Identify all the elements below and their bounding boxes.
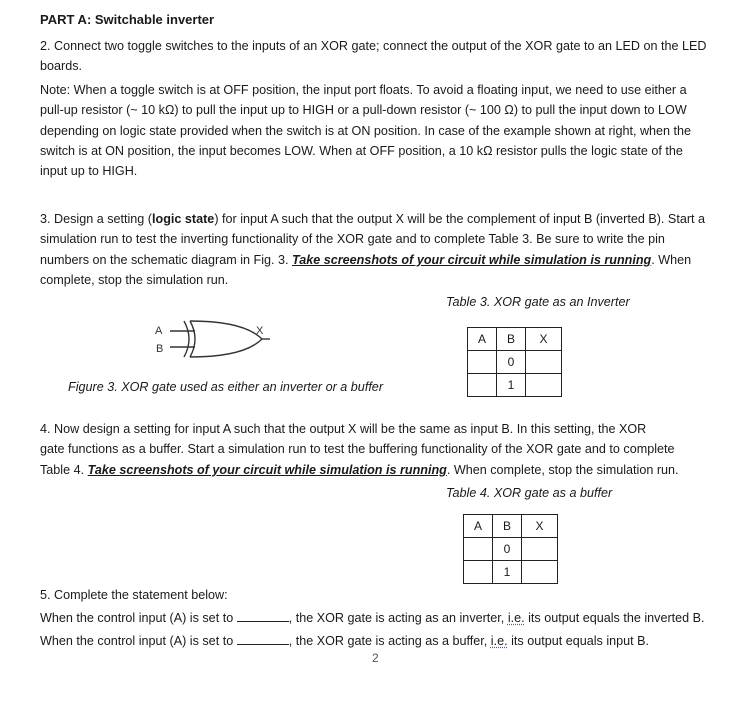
table-header-cell: B xyxy=(497,328,526,351)
xor-extra-arc xyxy=(184,321,189,357)
xor-input-arc xyxy=(190,321,195,357)
table-row xyxy=(468,328,562,351)
q4-line-2: gate functions as a buffer. Start a simulation run to test the buffering functionality of the XOR gate and to complete xyxy=(40,442,675,457)
table-row xyxy=(468,351,562,374)
q3-l3-pre: numbers on the schematic diagram in Fig. 3. xyxy=(40,252,292,267)
table-cell[interactable] xyxy=(468,351,497,374)
question-5 xyxy=(40,584,716,653)
note-line-5: input up to HIGH. xyxy=(40,164,138,179)
table-cell[interactable] xyxy=(468,374,497,397)
table-cell[interactable] xyxy=(522,561,558,584)
note-line-3: depending on logic state provided when the switch is at ON position. In case of the example shown at right, when the xyxy=(40,123,692,138)
figure-3-caption: Figure 3. XOR gate used as either an inverter or a buffer xyxy=(68,380,384,394)
xor-gate-diagram xyxy=(150,314,280,364)
table-cell[interactable] xyxy=(464,561,493,584)
table-header-cell: B xyxy=(493,515,522,538)
table-cell[interactable] xyxy=(464,538,493,561)
table-cell: 1 xyxy=(493,561,522,584)
q3-line-4: complete, stop the simulation run. xyxy=(40,272,229,287)
table-header-cell: X xyxy=(526,328,562,351)
table-header-cell: A xyxy=(464,515,493,538)
q2-line-1: 2. Connect two toggle switches to the inputs of an XOR gate; connect the output of the XOR gate to an LED on the LED xyxy=(40,39,707,53)
table-header-cell: A xyxy=(468,328,497,351)
q4-line-1: 4. Now design a setting for input A such that the output X will be the same as input B. In this setting, the XOR xyxy=(40,422,647,436)
inverter-answer-blank[interactable] xyxy=(237,609,289,622)
page-number: 2 xyxy=(372,651,379,665)
table-header-cell: X xyxy=(522,515,558,538)
note-paragraph xyxy=(40,80,716,181)
q5-ie-1: i.e. xyxy=(507,611,525,625)
table-cell[interactable] xyxy=(526,374,562,397)
table-cell: 0 xyxy=(493,538,522,561)
question-4 xyxy=(40,419,716,480)
q3-logic-state: logic state xyxy=(152,212,215,226)
output-x-label: X xyxy=(256,325,264,337)
table-row xyxy=(468,374,562,397)
part-title: PART A: Switchable inverter xyxy=(40,12,215,27)
q5-statement-2 xyxy=(40,630,716,653)
table-row xyxy=(464,515,558,538)
xor-body xyxy=(190,321,262,357)
table-3-caption: Table 3. XOR gate as an Inverter xyxy=(446,295,630,309)
table-cell[interactable] xyxy=(526,351,562,374)
input-a-label: A xyxy=(155,325,163,337)
q5-statement-1 xyxy=(40,607,716,630)
q5-s2-post: its output equals input B. xyxy=(507,634,650,648)
q5-s1-post: its output equals the inverted B. xyxy=(524,611,705,625)
q3-l1-pre: 3. Design a setting ( xyxy=(40,212,153,226)
q3-line-3 xyxy=(40,250,716,270)
q3-l1-post: ) for input A such that the output X will be the complement of input B (inverted B). Start a xyxy=(214,212,706,226)
question-3 xyxy=(40,209,716,290)
input-b-label: B xyxy=(156,343,164,355)
buffer-answer-blank[interactable] xyxy=(237,632,289,645)
note-line-2: pull-up resistor (~ 10 kΩ) to pull the input up to HIGH or a pull-down resistor (~ 100 Ω) to pull the input down to LOW xyxy=(40,103,687,118)
q3-line-1 xyxy=(40,209,716,229)
q3-line-2: simulation run to test the inverting functionality of the XOR gate and to complete Table 3. Be sure to write the pin xyxy=(40,232,665,247)
q5-s1-pre: When the control input (A) is set to xyxy=(40,611,234,625)
note-line-1: Note: When a toggle switch is at OFF position, the input port floats. To avoid a floating input, we need to use either a xyxy=(40,83,687,97)
q5-ie-2: i.e. xyxy=(490,634,508,648)
q5-s1-mid: , the XOR gate is acting as an inverter, xyxy=(288,611,508,625)
q4-screenshot-instruction: Take screenshots of your circuit while simulation is running xyxy=(87,462,447,477)
q5-s2-mid: , the XOR gate is acting as a buffer, xyxy=(288,634,491,648)
q4-l3-post: . When complete, stop the simulation run. xyxy=(446,462,679,477)
note-line-4: switch is at ON position, the input becomes LOW. When at OFF position, a 10 kΩ resistor pulls the logic state of the xyxy=(40,143,683,158)
table-4-caption: Table 4. XOR gate as a buffer xyxy=(446,486,613,500)
q2-line-2: boards. xyxy=(40,59,83,74)
table-cell: 0 xyxy=(497,351,526,374)
q4-l3-pre: Table 4. xyxy=(40,462,88,477)
question-2 xyxy=(40,36,716,77)
table-row xyxy=(464,538,558,561)
q3-screenshot-instruction: Take screenshots of your circuit while simulation is running xyxy=(292,252,652,267)
q5-s2-pre: When the control input (A) is set to xyxy=(40,634,234,648)
q3-l3-post: . When xyxy=(651,252,692,267)
table-row xyxy=(464,561,558,584)
table-3 xyxy=(467,327,562,397)
q4-line-3 xyxy=(40,460,716,480)
table-cell[interactable] xyxy=(522,538,558,561)
table-cell: 1 xyxy=(497,374,526,397)
table-4 xyxy=(463,514,558,584)
q5-intro: 5. Complete the statement below: xyxy=(40,588,228,602)
